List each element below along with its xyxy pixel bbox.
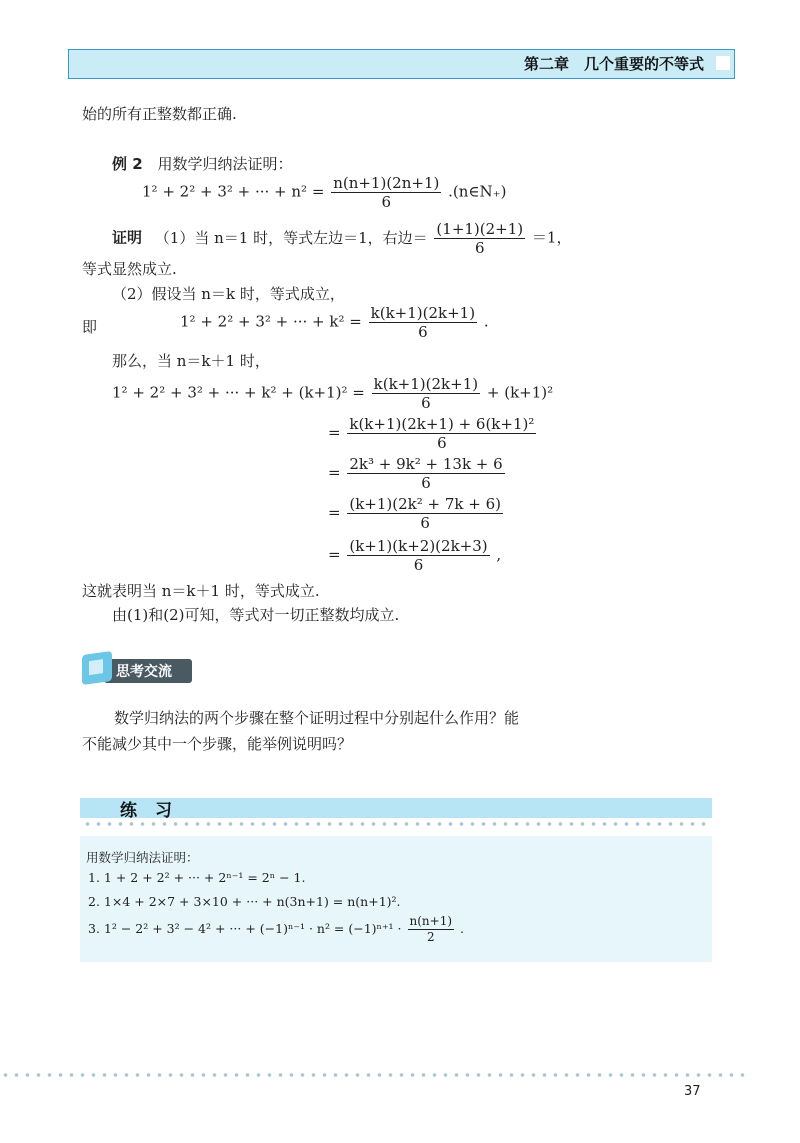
exercise-box: [80, 836, 712, 962]
exercise-item-3-fraction: [408, 914, 455, 945]
example-fraction: [331, 174, 441, 211]
chain-den-3: 6: [421, 474, 431, 492]
example-formula: [142, 174, 506, 211]
chain-fraction-3: [347, 455, 504, 492]
example-frac-den: 6: [381, 193, 392, 211]
exercise-item-3-end: .: [460, 921, 464, 936]
chain-eq-3: =: [328, 463, 341, 482]
chain-num-3: 2k³ + 9k² + 13k + 6: [349, 455, 503, 473]
example-prompt: 用数学归纳法证明：: [157, 155, 293, 173]
chain-line-1: [112, 375, 553, 412]
chain-num-4: (k+1)(2k² + 7k + 6): [349, 495, 501, 513]
example-heading: [112, 153, 292, 174]
header-square-icon: [716, 56, 730, 70]
step1-frac-num: (1+1)(2+1): [436, 220, 524, 238]
item3-frac-den: 2: [426, 930, 435, 944]
chain-line-5: [328, 537, 501, 574]
exercise-intro: 用数学归纳法证明：: [86, 850, 199, 865]
step1-fraction: [434, 220, 525, 257]
example-lhs: 1² + 2² + 3² + ··· + n² =: [142, 182, 325, 201]
footer-dotted-divider: [0, 1073, 745, 1077]
chain-den-2: 6: [437, 434, 447, 452]
chain-num-2: k(k+1)(2k+1) + 6(k+1)²: [349, 415, 535, 433]
continuation-text: 始的所有正整数都正确.: [82, 105, 237, 123]
example-frac-num: n(n+1)(2n+1): [333, 174, 440, 192]
chapter-header-bar: [68, 49, 735, 79]
item3-frac-num: n(n+1): [409, 914, 453, 928]
page-number: 37: [684, 1084, 701, 1099]
chain-tail-5: ,: [496, 545, 502, 564]
chain-den-1: 6: [421, 394, 431, 412]
cube-icon: [82, 651, 112, 685]
chain-fraction-2: [347, 415, 536, 452]
ji-fraction: [369, 304, 477, 341]
proof-step1: [112, 220, 571, 257]
proof-label: 证明: [112, 228, 143, 247]
ji-frac-num: k(k+1)(2k+1): [370, 304, 476, 322]
chain-eq-4: =: [328, 503, 341, 522]
exercise-item-3: [88, 914, 464, 945]
chain-line-2: [328, 415, 538, 452]
think-discuss-badge: [82, 651, 194, 687]
step1-result: ＝1，: [531, 228, 572, 247]
proof-final: 由(1)和(2)可知，等式对一切正整数均成立.: [112, 606, 400, 624]
chain-lhs: 1² + 2² + 3² + ··· + k² + (k+1)² =: [112, 383, 365, 402]
ji-end: .: [483, 312, 489, 331]
think-line-1: 数学归纳法的两个步骤在整个证明过程中分别起什么作用？能: [114, 709, 520, 727]
chain-line-3: [328, 455, 507, 492]
ji-formula: [180, 304, 489, 341]
chain-eq-5: =: [328, 545, 341, 564]
then-text: 那么，当 n＝k＋1 时，: [112, 352, 270, 370]
ji-label: 即: [82, 318, 98, 336]
exercise-item-3-text: 3. 1² − 2² + 3² − 4² + ··· + (−1)ⁿ⁻¹ · n² = (−1)ⁿ⁺¹ ·: [88, 921, 402, 936]
step2-text: （2）假设当 n＝k 时，等式成立，: [112, 285, 345, 303]
ji-lhs: 1² + 2² + 3² + ··· + k² =: [180, 312, 362, 331]
step1-end: 等式显然成立.: [82, 260, 177, 278]
exercise-dotted-divider: [82, 822, 712, 826]
example-label: 例 2: [112, 155, 143, 173]
chapter-title: 第二章 几个重要的不等式: [523, 55, 704, 73]
think-line-2: 不能减少其中一个步骤，能举例说明吗？: [82, 735, 353, 753]
chain-num-1: k(k+1)(2k+1): [373, 375, 479, 393]
exercise-title: 练习: [120, 801, 190, 821]
ji-frac-den: 6: [418, 323, 428, 341]
proof-conclusion: 这就表明当 n＝k＋1 时，等式成立.: [82, 582, 320, 600]
chain-eq-2: =: [328, 423, 341, 442]
chain-fraction-4: [347, 495, 503, 532]
chain-den-5: 6: [413, 556, 424, 574]
step1-frac-den: 6: [475, 239, 485, 257]
exercise-item-1: 1. 1 + 2 + 2² + ··· + 2ⁿ⁻¹ = 2ⁿ − 1.: [88, 870, 306, 885]
step1-text: （1）当 n＝1 时，等式左边＝1，右边＝: [154, 228, 428, 247]
chain-fraction-5: [347, 537, 489, 574]
chain-line-4: [328, 495, 505, 532]
exercise-item-2: 2. 1×4 + 2×7 + 3×10 + ··· + n(3n+1) = n(n+1)².: [88, 894, 401, 909]
badge-label: 思考交流: [116, 664, 172, 680]
chain-fraction-1: [372, 375, 480, 412]
chain-den-4: 6: [420, 514, 430, 532]
chain-tail-1: + (k+1)²: [486, 383, 554, 402]
example-domain: .(n∈N₊): [448, 182, 507, 201]
chain-num-5: (k+1)(k+2)(2k+3): [349, 537, 488, 555]
